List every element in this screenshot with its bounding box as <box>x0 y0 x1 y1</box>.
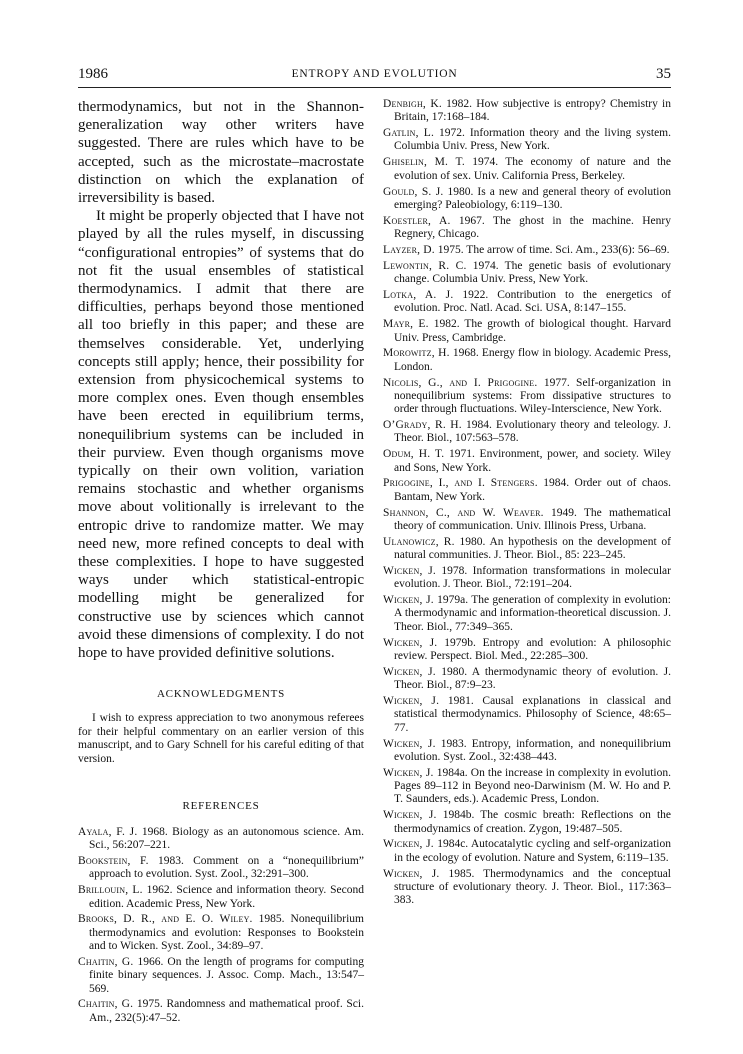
reference-text: 1974. The genetic basis of evolutionary change. Columbia Univ. Press, New York. <box>394 259 672 286</box>
reference-text: 1949. The mathematical theory of communication. Univ. Illinois Press, Urbana. <box>394 506 671 532</box>
page-number: 35 <box>656 66 671 82</box>
reference-text: 1984c. Autocatalytic cycling and self-organization in the ecology of evolution. Nature and System, 6:119–135. <box>394 838 671 864</box>
references-heading: REFERENCES <box>182 799 260 812</box>
reference-author: Brooks, D. R., and E. O. Wiley. <box>78 913 253 926</box>
reference-author: Wicken, J. <box>383 838 434 851</box>
left-column <box>78 98 364 1028</box>
right-column <box>383 98 671 910</box>
header-rule <box>78 87 671 88</box>
reference-text: 1972. Information theory and the living system. Columbia Univ. Press, New York. <box>394 127 671 153</box>
reference-item <box>383 594 671 634</box>
references-list-right <box>383 98 671 907</box>
reference-item <box>383 767 671 807</box>
reference-text: 1975. The arrow of time. Sci. Am., 233(6): 56–69. <box>434 243 670 256</box>
reference-author: Wicken, J. <box>383 766 434 779</box>
reference-author: Ulanowicz, R. <box>383 535 455 548</box>
reference-author: Lewontin, R. C. <box>383 259 467 272</box>
reference-author: Gould, S. J. <box>383 185 444 198</box>
reference-text: 1962. Science and information theory. Second edition. Academic Press, New York. <box>89 884 364 910</box>
reference-item <box>383 868 671 908</box>
reference-item <box>383 260 671 287</box>
reference-text: 1978. Information transformations in molecular evolution. J. Theor. Biol., 72:191–204. <box>394 565 671 591</box>
reference-text: 1968. Biology as an autonomous science. Am. Sci., 56:207–221. <box>89 825 364 852</box>
acknowledgments-heading: ACKNOWLEDGMENTS <box>156 688 286 701</box>
reference-text: 1967. The ghost in the machine. Henry Regnery, Chicago. <box>394 214 671 241</box>
reference-text: 1984a. On the increase in complexity in evolution. Pages 89–112 in Beyond neo-Darwinism (M. W. Ho and P. T. Saunders, eds.). Academic Press, London. <box>394 766 671 806</box>
reference-item <box>383 186 671 213</box>
reference-text: 1980. An hypothesis on the development of natural communities. J. Theor. Biol., 85: 223–245. <box>394 535 671 562</box>
reference-item <box>383 838 671 865</box>
reference-item <box>383 244 671 257</box>
reference-item <box>383 507 671 534</box>
reference-item <box>383 536 671 563</box>
reference-item <box>383 738 671 765</box>
reference-item <box>383 156 671 183</box>
reference-author: Koestler, A. <box>383 214 451 227</box>
reference-item <box>383 289 671 316</box>
reference-text: 1979b. Entropy and evolution: A philosophic review. Perspect. Biol. Med., 22:285–300. <box>394 636 671 662</box>
reference-author: Wicken, J. <box>383 737 436 750</box>
reference-item <box>78 956 364 996</box>
reference-text: 1984b. The cosmic breath: Reflections on the thermodynamics of creation. Zygon, 19:487–505. <box>394 809 671 835</box>
reference-author: Wicken, J. <box>383 565 436 577</box>
reference-author: Nicolis, G., and I. Prigogine. <box>383 376 538 389</box>
reference-item <box>383 215 671 242</box>
body-paragraph: It might be properly objected that I have not played by all the rules myself, in discussing “configurational entropies” of systems that do not fit the usual ensembles of statistical thermodynamics. I admit that there are difficulties, perhaps beyond those mentioned all too briefly in this paper; and these are themselves considerable. Yet, underlying concepts still apply; hence, their possibility for extension from physicochemical systems to more complex ones. Even though ensembles have been erected in equilibrium terms, nonequilibrium systems can be included in their purview. Even though organisms move typically on their own volition, variation remains stochastic and whether organisms move about volitionally is irrelevant to the entropic drive to randomize matter. We may need new, more refined concepts to deal with these complexities. I hope to have suggested ways under which statistical-entropic modelling might be generalized for constructive use by sciences which cannot avoid these dimensions of complexity. I do not hope to have provided definitive solutions. <box>78 208 364 662</box>
reference-text: 1922. Contribution to the energetics of evolution. Proc. Natl. Acad. Sci. USA, 8:147–155. <box>394 289 671 315</box>
reference-text: 1968. Energy flow in biology. Academic Press, London. <box>394 347 671 373</box>
reference-text: 1975. Randomness and mathematical proof. Sci. Am., 232(5):47–52. <box>89 998 364 1024</box>
reference-text: 1979a. The generation of complexity in evolution: A thermodynamic and information-theoretical discussion. J. Theor. Biol., 77:349–365. <box>394 594 671 633</box>
acknowledgments-text: I wish to express appreciation to two anonymous referees for their helpful commentary on an earlier version of this manuscript, and to Gary Schnell for his careful editing of that version. <box>78 712 364 765</box>
reference-item <box>383 318 671 345</box>
reference-item <box>78 855 364 882</box>
reference-author: O’Grady, R. H. <box>383 419 462 432</box>
reference-author: Denbigh, K. <box>383 98 442 110</box>
header-year: 1986 <box>78 66 108 82</box>
reference-text: 1985. Nonequilibrium thermodynamics and evolution: Responses to Bookstein and to Wicken. Syst. Zool., 34:89–97. <box>89 913 364 953</box>
reference-item <box>383 695 671 735</box>
reference-item <box>78 826 364 853</box>
page-header <box>78 66 671 86</box>
reference-author: Shannon, C., and W. Weaver. <box>383 506 544 519</box>
reference-text: 1982. The growth of biological thought. Harvard Univ. Press, Cambridge. <box>394 318 671 344</box>
reference-item <box>383 377 671 417</box>
reference-author: Ayala, F. J. <box>78 825 138 838</box>
reference-item <box>383 666 671 693</box>
body-text <box>78 98 364 662</box>
reference-item <box>78 913 364 953</box>
reference-author: Wicken, J. <box>383 809 437 822</box>
reference-item <box>383 98 671 125</box>
reference-text: 1981. Causal explanations in classical and statistical thermodynamics. Philosophy of Science, 48:65–77. <box>394 695 671 734</box>
reference-author: Odum, H. T. <box>383 448 445 461</box>
reference-author: Mayr, E. <box>383 318 429 331</box>
reference-text: 1983. Comment on a “nonequilibrium” approach to evolution. Syst. Zool., 32:291–300. <box>89 855 364 881</box>
reference-item <box>383 127 671 154</box>
reference-item <box>383 347 671 374</box>
reference-author: Gatlin, L. <box>383 127 435 140</box>
reference-item <box>383 565 671 592</box>
reference-author: Chaitin, G. <box>78 998 134 1011</box>
reference-item <box>78 998 364 1025</box>
reference-author: Wicken, J. <box>383 665 436 678</box>
reference-item <box>383 809 671 836</box>
reference-author: Brillouin, L. <box>78 884 143 897</box>
reference-text: 1983. Entropy, information, and nonequilibrium evolution. Syst. Zool., 32:438–443. <box>394 737 671 763</box>
reference-text: 1977. Self-organization in nonequilibrium systems: From dissipative structures to order through fluctuations. Wiley-Interscience, New York. <box>394 376 671 416</box>
reference-author: Lotka, A. J. <box>383 289 454 302</box>
reference-author: Wicken, J. <box>383 594 434 607</box>
reference-text: 1982. How subjective is entropy? Chemistry in Britain, 17:168–184. <box>394 98 672 124</box>
reference-text: 1985. Thermodynamics and the conceptual structure of evolutionary theory. J. Theor. Biol., 117:363–383. <box>394 867 671 907</box>
reference-author: Ghiselin, M. T. <box>383 156 465 169</box>
reference-author: Bookstein, F. <box>78 855 149 868</box>
reference-text: 1971. Environment, power, and society. Wiley and Sons, New York. <box>394 448 671 474</box>
body-paragraph: thermodynamics, but not in the Shannon-generalization way other writers have suggested. There are rules which have to be accepted, such as the microstate–macrostate distinction on which the explanation of irreversibility is based. <box>78 99 364 207</box>
reference-item <box>383 448 671 475</box>
reference-text: 1984. Evolutionary theory and teleology. J. Theor. Biol., 107:563–578. <box>394 419 671 445</box>
reference-item <box>78 884 364 911</box>
reference-author: Layzer, D. <box>383 243 435 256</box>
reference-author: Chaitin, G. <box>78 955 134 968</box>
reference-text: 1974. The economy of nature and the evolution of sex. Univ. California Press, Berkeley. <box>394 156 671 182</box>
reference-author: Morowitz, H. <box>383 347 450 360</box>
reference-item <box>383 477 671 504</box>
reference-text: 1966. On the length of programs for computing finite binary sequences. J. Assoc. Comp. Mach., 13:547–569. <box>89 955 364 995</box>
reference-text: 1984. Order out of chaos. Bantam, New York. <box>394 477 671 503</box>
reference-author: Wicken, J. <box>383 695 440 708</box>
reference-text: 1980. A thermodynamic theory of evolution. J. Theor. Biol., 87:9–23. <box>394 665 671 692</box>
references-list-left <box>78 826 364 1025</box>
reference-author: Prigogine, I., and I. Stengers. <box>383 477 538 490</box>
reference-item <box>383 637 671 664</box>
running-title: ENTROPY AND EVOLUTION <box>291 68 458 80</box>
reference-author: Wicken, J. <box>383 867 440 880</box>
reference-text: 1980. Is a new and general theory of evolution emerging? Paleobiology, 6:119–130. <box>394 185 671 211</box>
reference-author: Wicken, J. <box>383 636 438 649</box>
reference-item <box>383 419 671 446</box>
